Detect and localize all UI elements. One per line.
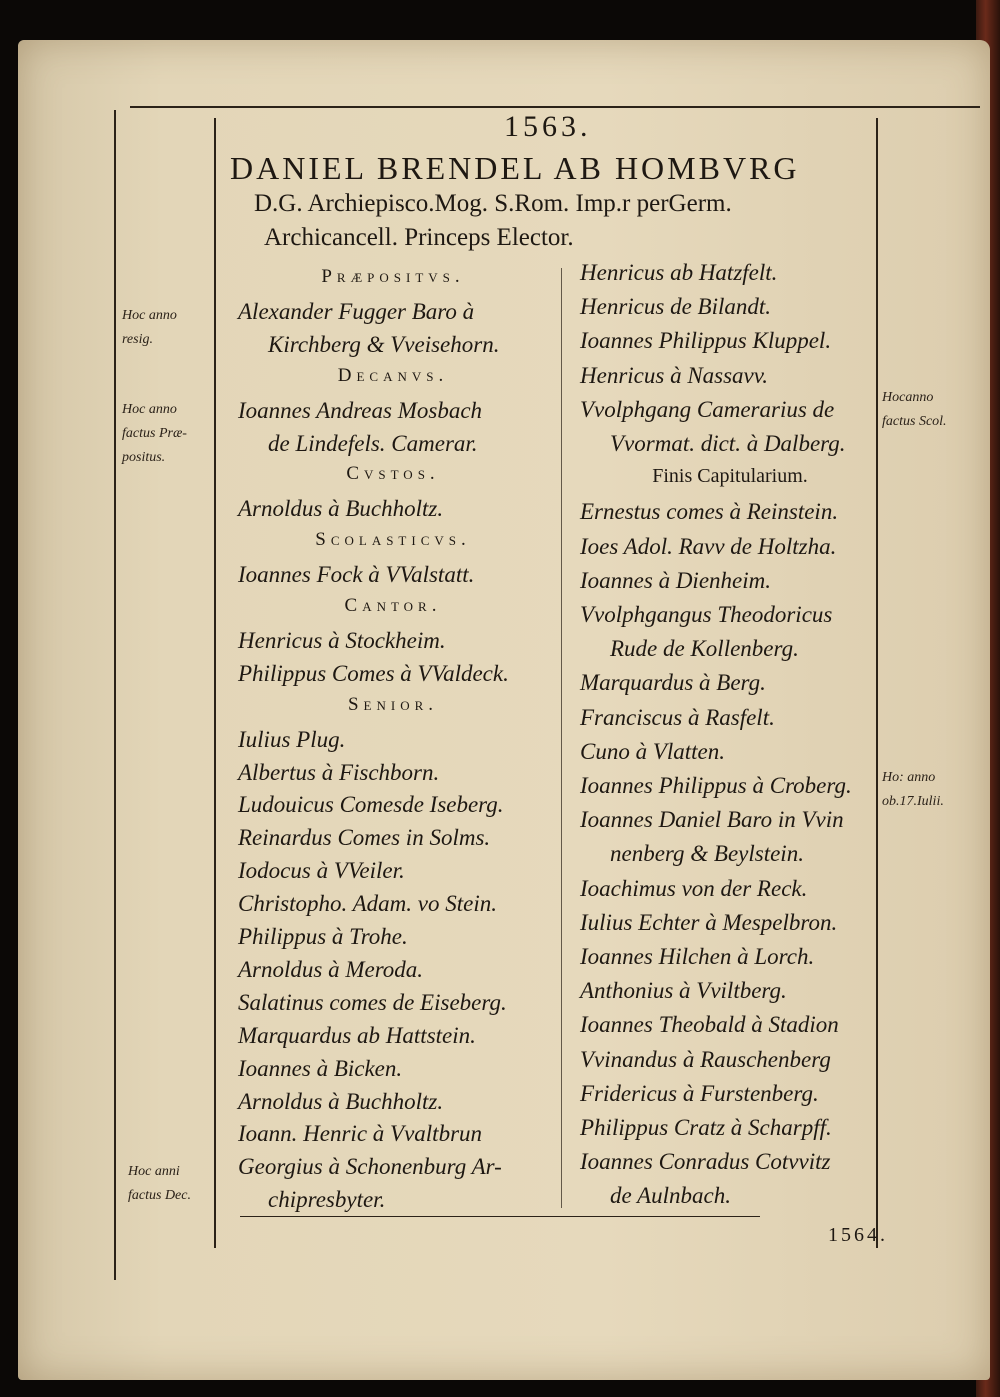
right-margin-note-1: Hocanno factus Scol. xyxy=(882,390,947,429)
right-col-line-name: Henricus ab Hatzfelt. xyxy=(580,260,778,285)
left-margin-note-2: Hoc anno factus Præ- positus. xyxy=(122,402,187,465)
left-col-line-name: Arnoldus à Buchholtz. xyxy=(238,496,444,522)
right-col-line-name: Marquardus à Berg. xyxy=(580,670,766,696)
left-col-line-name: Salatinus comes de Eiseberg. xyxy=(238,989,507,1015)
left-col-line-name: Ludouicus Comesde Iseberg. xyxy=(238,792,504,818)
right-col-line-name: Cuno à Vlatten. xyxy=(580,738,726,764)
left-col-line-cont: Kirchberg & Vveisehorn. xyxy=(268,331,500,357)
right-col-line-cont: Rude de Kollenberg. xyxy=(610,636,799,662)
left-margin-note-1: Hoc anno resig. xyxy=(122,308,177,347)
bottom-rule xyxy=(240,1216,760,1217)
left-frame-line xyxy=(114,110,116,1280)
right-col-line-name: Ernestus comes à Reinstein. xyxy=(580,499,839,525)
left-margin-note-3: Hoc anni factus Dec. xyxy=(128,1164,191,1203)
catchword: 1564. xyxy=(828,1224,888,1246)
right-col-line-name: Vvinandus à Rauschenberg xyxy=(580,1046,831,1072)
left-col-line-name: Christopho. Adam. vo Stein. xyxy=(238,891,497,917)
book-page xyxy=(18,40,990,1380)
left-col-line-name: Philippus à Trohe. xyxy=(238,924,408,949)
right-col-line-name: Anthonius à Vviltberg. xyxy=(580,978,787,1004)
right-col-line-fin: Finis Capitularium. xyxy=(652,465,808,488)
left-col-line-head: Decanvs. xyxy=(337,364,449,386)
right-col-line-name: Franciscus à Rasfelt. xyxy=(580,704,775,730)
left-col-line-name: Ioannes à Bicken. xyxy=(238,1055,403,1081)
left-col-line-name: Iodocus à VVeiler. xyxy=(238,858,405,884)
right-col-line-name: Ioannes Hilchen à Lorch. xyxy=(580,944,815,969)
left-col-line-name: Ioannes Fock à VValstatt. xyxy=(238,562,475,588)
right-col-line-name: Ioannes Conradus Cotvvitz xyxy=(580,1149,831,1175)
left-col-line-name: Marquardus ab Hattstein. xyxy=(238,1022,476,1048)
left-col-line-name: Albertus à Fischborn. xyxy=(238,759,440,785)
left-col-line-cont: de Lindefels. Camerar. xyxy=(268,430,478,456)
right-col-line-name: Vvolphgang Camerarius de xyxy=(580,396,835,422)
right-col-line-name: Ioannes à Dienheim. xyxy=(580,567,771,593)
right-col-line-cont: nenberg & Beylstein. xyxy=(610,841,804,867)
right-col-line-cont: de Aulnbach. xyxy=(610,1183,731,1209)
right-col-line-name: Ioes Adol. Ravv de Holtzha. xyxy=(580,533,837,559)
right-col-line-name: Ioannes Philippus Kluppel. xyxy=(580,328,832,354)
column-divider xyxy=(561,268,562,1208)
left-col-line-head: Cantor. xyxy=(344,595,442,616)
right-col-line-name: Philippus Cratz à Scharpff. xyxy=(580,1115,832,1140)
left-col-line-cont: chipresbyter. xyxy=(268,1187,386,1213)
left-col-line-name: Iulius Plug. xyxy=(238,726,346,752)
left-col-line-name: Ioannes Andreas Mosbach xyxy=(238,397,483,423)
right-col-line-name: Ioachimus von der Reck. xyxy=(580,875,808,901)
right-margin-note-2: Ho: anno ob.17.Iulii. xyxy=(882,770,944,809)
left-col-line-name: Georgius à Schonenburg Ar- xyxy=(238,1154,502,1180)
title-subtitle-line1: D.G. Archiepisco.Mog. S.Rom. Imp.r perGerm. xyxy=(254,190,732,217)
text-frame-right xyxy=(876,118,878,1248)
text-frame-left xyxy=(214,118,216,1248)
left-col-line-name: Henricus à Stockheim. xyxy=(238,627,446,653)
right-col-line-name: Iulius Echter à Mespelbron. xyxy=(580,909,838,935)
right-col-line-name: Vvolphgangus Theodoricus xyxy=(580,602,833,627)
right-col-line-name: Fridericus à Furstenberg. xyxy=(580,1080,819,1106)
right-col-line-name: Ioannes Theobald à Stadion xyxy=(580,1012,839,1038)
right-col-line-name: Henricus de Bilandt. xyxy=(580,294,771,320)
left-col-line-head: Senior. xyxy=(347,693,439,715)
left-col-line-head: Cvstos. xyxy=(346,463,440,485)
left-col-line-name: Alexander Fugger Baro à xyxy=(238,298,475,324)
left-col-line-name: Arnoldus à Meroda. xyxy=(238,956,424,982)
left-col-line-name: Ioann. Henric à Vvaltbrun xyxy=(238,1121,483,1147)
right-col-line-name: Ioannes Daniel Baro in Vvin xyxy=(580,807,844,833)
left-col-line-name: Reinardus Comes in Solms. xyxy=(238,825,491,851)
page-title: DANIEL BRENDEL AB HOMBVRG xyxy=(230,150,800,186)
right-col-line-name: Ioannes Philippus à Croberg. xyxy=(580,773,852,798)
title-subtitle-line2: Archicancell. Princeps Elector. xyxy=(264,224,574,251)
left-col-line-head: Præpositvs. xyxy=(321,266,465,287)
left-col-line-name: Philippus Comes à VValdeck. xyxy=(238,660,509,686)
left-col-line-head: Scolasticvs. xyxy=(315,529,471,551)
right-col-line-name: Henricus à Nassavv. xyxy=(580,362,769,388)
page-year: 1563. xyxy=(504,110,592,143)
left-col-line-name: Arnoldus à Buchholtz. xyxy=(238,1088,444,1114)
top-rule xyxy=(130,106,980,108)
right-col-line-cont: Vvormat. dict. à Dalberg. xyxy=(610,431,846,456)
